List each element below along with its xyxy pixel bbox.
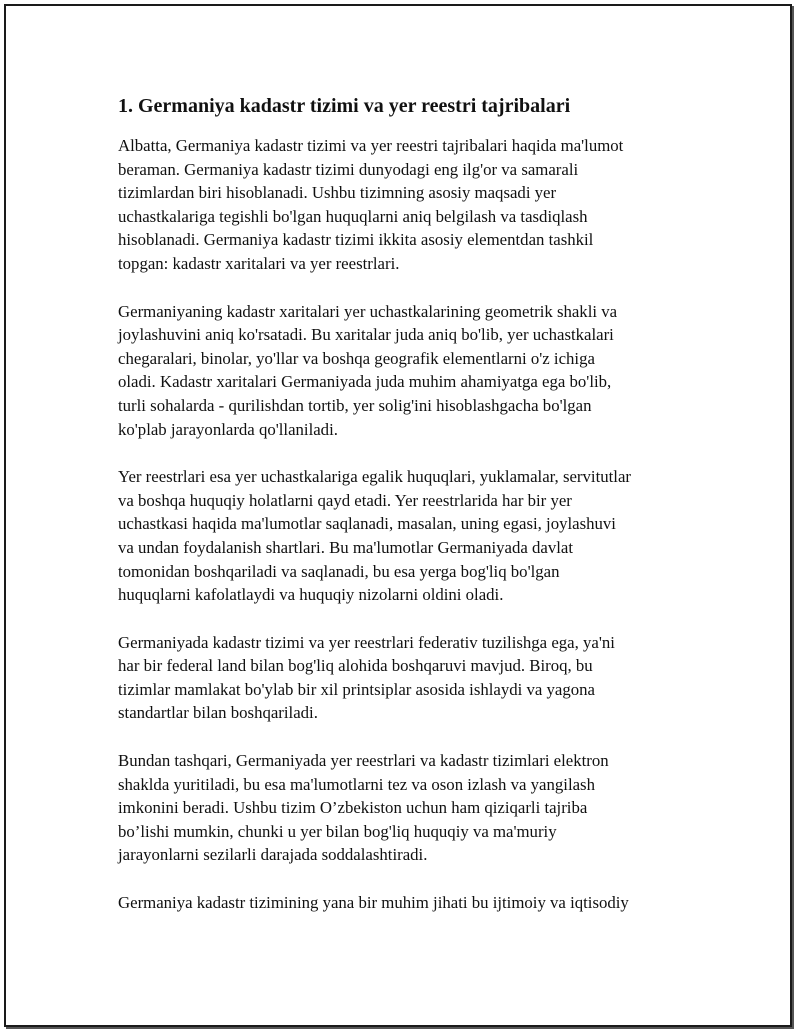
- text-line: tomonidan boshqariladi va saqlanadi, bu esa yerga bog'liq bo'lgan: [118, 561, 560, 581]
- text-line: uchastkalariga tegishli bo'lgan huquqlarni aniq belgilash va tasdiqlash: [118, 206, 588, 226]
- paragraph-6: [118, 891, 686, 915]
- text-line: joylashuvini aniq ko'rsatadi. Bu xaritalar juda aniq bo'lib, yer uchastkalari: [118, 325, 614, 345]
- document-body: [118, 92, 686, 939]
- text-line: ko'plab jarayonlarda qo'llaniladi.: [118, 419, 338, 439]
- text-line: shaklda yuritiladi, bu esa ma'lumotlarni tez va oson izlash va yangilash: [118, 774, 595, 794]
- text-line: Germaniya kadastr tizimining yana bir muhim jihati bu ijtimoiy va iqtisodiy: [118, 893, 629, 913]
- paragraph-2: [118, 300, 686, 442]
- paragraph-4: [118, 631, 686, 725]
- section-heading: 1. Germaniya kadastr tizimi va yer reestri tajribalari: [118, 95, 571, 117]
- text-line: Germaniyada kadastr tizimi va yer reestrlari federativ tuzilishga ega, ya'ni: [118, 632, 615, 652]
- text-line: Germaniyaning kadastr xaritalari yer uchastkalarining geometrik shakli va: [118, 301, 618, 321]
- text-line: tizimlardan biri hisoblanadi. Ushbu tizimning asosiy maqsadi yer: [118, 183, 557, 203]
- text-line: va boshqa huquqiy holatlarni qayd etadi. Yer reestrlarida har bir yer: [118, 490, 572, 510]
- text-line: tizimlar mamlakat bo'ylab bir xil printsiplar asosida ishlaydi va yagona: [118, 679, 595, 699]
- text-line: turli sohalarda - qurilishdan tortib, yer solig'ini hisoblashgacha bo'lgan: [118, 395, 592, 415]
- text-line: oladi. Kadastr xaritalari Germaniyada juda muhim ahamiyatga ega bo'lib,: [118, 372, 612, 392]
- text-line: chegaralari, binolar, yo'llar va boshqa geografik elementlarni o'z ichiga: [118, 348, 595, 368]
- paragraph-5: [118, 749, 686, 867]
- text-line: Yer reestrlari esa yer uchastkalariga egalik huquqlari, yuklamalar, servitutlar: [118, 467, 631, 487]
- text-line: bo’lishi mumkin, chunki u yer bilan bog'liq huquqiy va ma'muriy: [118, 821, 557, 841]
- text-line: imkonini beradi. Ushbu tizim O’zbekiston uchun ham qiziqarli tajriba: [118, 798, 588, 818]
- text-line: uchastkasi haqida ma'lumotlar saqlanadi, masalan, uning egasi, joylashuvi: [118, 514, 616, 534]
- paragraph-1: [118, 134, 686, 276]
- text-line: jarayonlarni sezilarli darajada soddalashtiradi.: [118, 845, 428, 865]
- text-line: har bir federal land bilan bog'liq alohida boshqaruvi mavjud. Biroq, bu: [118, 656, 593, 676]
- text-line: Bundan tashqari, Germaniyada yer reestrlari va kadastr tizimlari elektron: [118, 751, 609, 771]
- text-line: huquqlarni kafolatlaydi va huquqiy nizolarni oldini oladi.: [118, 585, 504, 605]
- text-line: beraman. Germaniya kadastr tizimi dunyodagi eng ilg'or va samarali: [118, 159, 579, 179]
- text-line: standartlar bilan boshqariladi.: [118, 703, 318, 723]
- text-line: topgan: kadastr xaritalari va yer reestrlari.: [118, 253, 400, 273]
- text-line: hisoblanadi. Germaniya kadastr tizimi ikkita asosiy elementdan tashkil: [118, 230, 594, 250]
- text-line: Albatta, Germaniya kadastr tizimi va yer reestri tajribalari haqida ma'lumot: [118, 136, 624, 155]
- text-line: va undan foydalanish shartlari. Bu ma'lumotlar Germaniyada davlat: [118, 537, 574, 557]
- paragraph-3: [118, 465, 686, 607]
